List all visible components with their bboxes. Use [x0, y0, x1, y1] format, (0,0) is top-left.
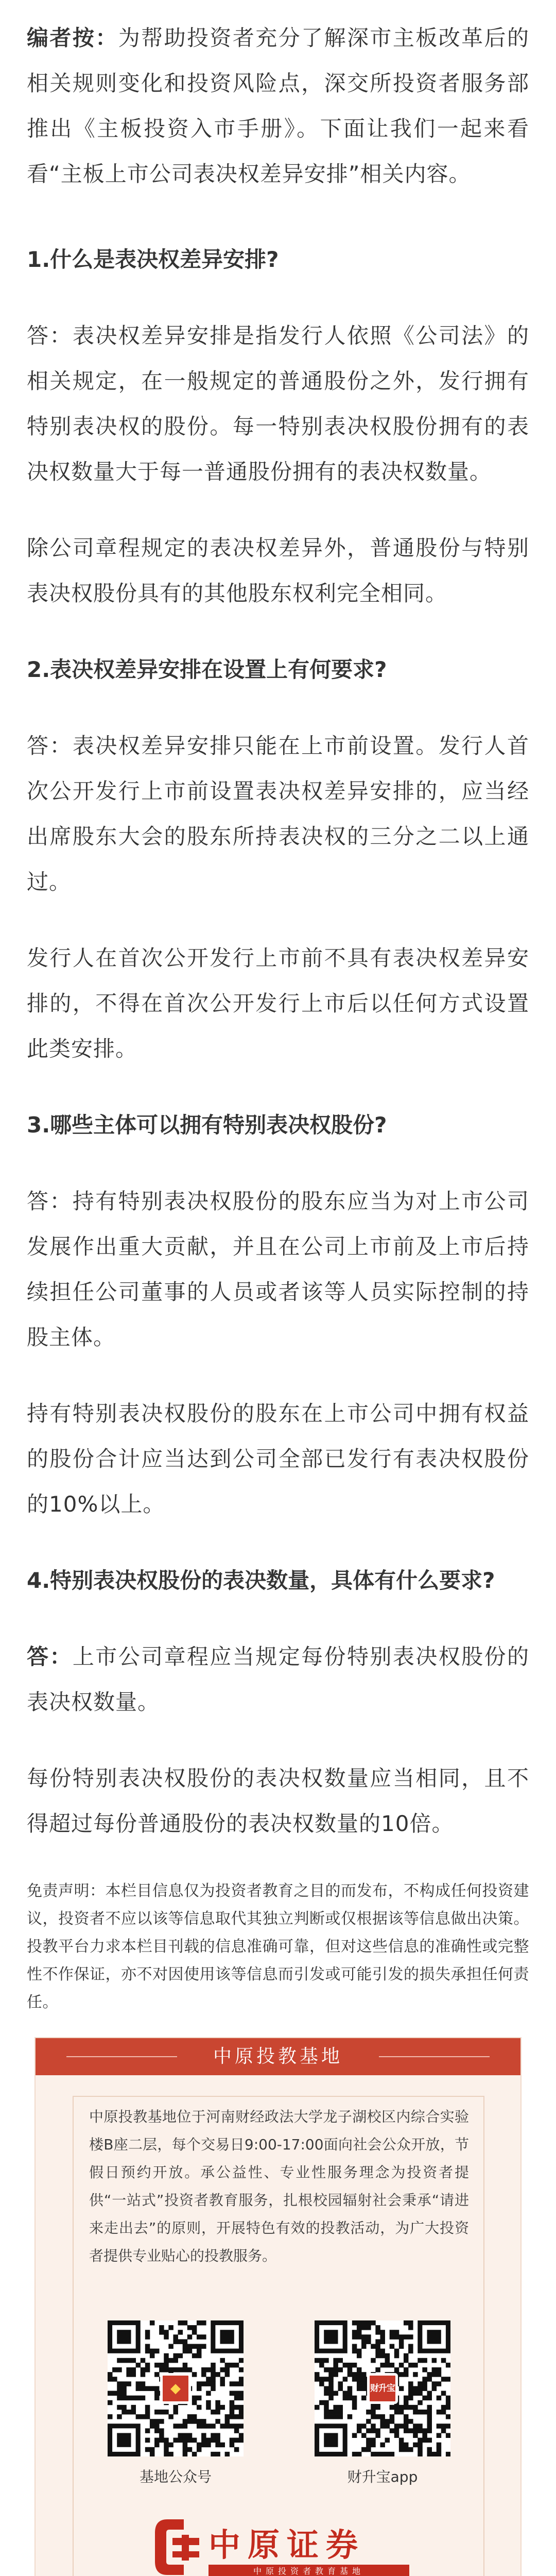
answer-1	[27, 313, 529, 495]
answer-2-extra: 发行人在首次公开发行上市前不具有表决权差异安排的，不得在首次公开发行上市后以任何方式设置此类安排。	[27, 945, 529, 1061]
brand-subtitle: 中原投资者教育基地	[208, 2565, 409, 2576]
answer-3-extra: 持有特别表决权股份的股东在上市公司中拥有权益的股份合计应当达到公司全部已发行有表决权股份的10%以上。	[27, 1401, 529, 1517]
qr-label-wechat: 基地公众号	[139, 2468, 212, 2485]
qr-code-wechat[interactable]	[108, 2320, 244, 2456]
brand-name: 中原证券	[208, 2526, 366, 2564]
answer-text: 表决权差异安排是指发行人依照《公司法》的相关规定，在一般规定的普通股份之外，发行拥有特别表决权的股份。每一特别表决权股份拥有的表决权数量大于每一普通股份拥有的表决权数量。	[27, 323, 529, 484]
editor-note-text: 为帮助投资者充分了解深市主板改革后的相关规则变化和投资风险点，深交所投资者服务部推出《主板投资入市手册》。下面让我们一起来看看“主板上市公司表决权差异安排”相关内容。	[27, 25, 529, 187]
answer-text: 上市公司章程应当规定每份特别表决权股份的表决权数量。	[27, 1644, 529, 1715]
qr-code-app[interactable]	[315, 2320, 450, 2456]
answer-text: 表决权差异安排只能在上市前设置。发行人首次公开发行上市前设置表决权差异安排的，应当经出席股东大会的股东所持表决权的三分之二以上通过。	[27, 733, 529, 894]
answer-4	[27, 1634, 529, 1725]
answer-label: 答：	[27, 1189, 73, 1214]
answer-2	[27, 723, 529, 905]
zhongyuan-logo-icon	[152, 2517, 203, 2576]
brand-logo	[36, 2517, 520, 2576]
answer-4-extra: 每份特别表决权股份的表决权数量应当相同，且不得超过每份普通股份的表决权数量的10倍。	[27, 1766, 529, 1836]
wechat-logo-icon: ◆	[160, 2373, 191, 2404]
qr-label-app: 财升宝app	[347, 2468, 418, 2485]
education-base-card	[34, 2037, 522, 2576]
app-logo-icon: 财升宝	[367, 2373, 398, 2404]
disclaimer-label: 免责声明：	[27, 1882, 106, 1900]
answer-1-extra: 除公司章程规定的表决权差异外，普通股份与特别表决权股份具有的其他股东权利完全相同。	[27, 535, 529, 606]
editor-note-label: 编者按：	[27, 25, 118, 50]
answer-text: 持有特别表决权股份的股东应当为对上市公司发展作出重大贡献，并且在公司上市前及上市后持续担任公司董事的人员或者该等人员实际控制的持股主体。	[27, 1189, 529, 1350]
question-2: 2.表决权差异安排在设置上有何要求?	[27, 657, 387, 682]
question-1: 1.什么是表决权差异安排?	[27, 247, 279, 272]
disclaimer-text: 本栏目信息仅为投资者教育之目的而发布，不构成任何投资建议，投资者不应以该等信息取代其独立判断或仅根据该等信息做出决策。投教平台力求本栏目刊载的信息准确可靠，但对这些信息的准确性或完整性不作保证，亦不对因使用该等信息而引发或可能引发的损失承担任何责任。	[27, 1882, 529, 2011]
editor-note	[27, 15, 529, 197]
card-description: 中原投教基地位于河南财经政法大学龙子湖校区内综合实验楼B座二层，每个交易日9:00-17:00面向社会公众开放，节假日预约开放。承公益性、专业性服务理念为投资者提供“一站式”投资者教育服务，扎根校园辐射社会秉承“请进来走出去”的原则，开展特色有效的投教活动，为广大投资者提供专业贴心的投教服务。	[89, 2108, 469, 2264]
card-title: 中原投教基地	[213, 2046, 343, 2067]
question-3: 3.哪些主体可以拥有特别表决权股份?	[27, 1112, 387, 1138]
answer-label: 答：	[27, 1644, 73, 1669]
question-4: 4.特别表决权股份的表决数量，具体有什么要求?	[27, 1568, 495, 1593]
answer-label: 答：	[27, 323, 73, 348]
answer-label: 答：	[27, 733, 73, 758]
disclaimer	[27, 1877, 529, 2016]
answer-3	[27, 1179, 529, 1360]
